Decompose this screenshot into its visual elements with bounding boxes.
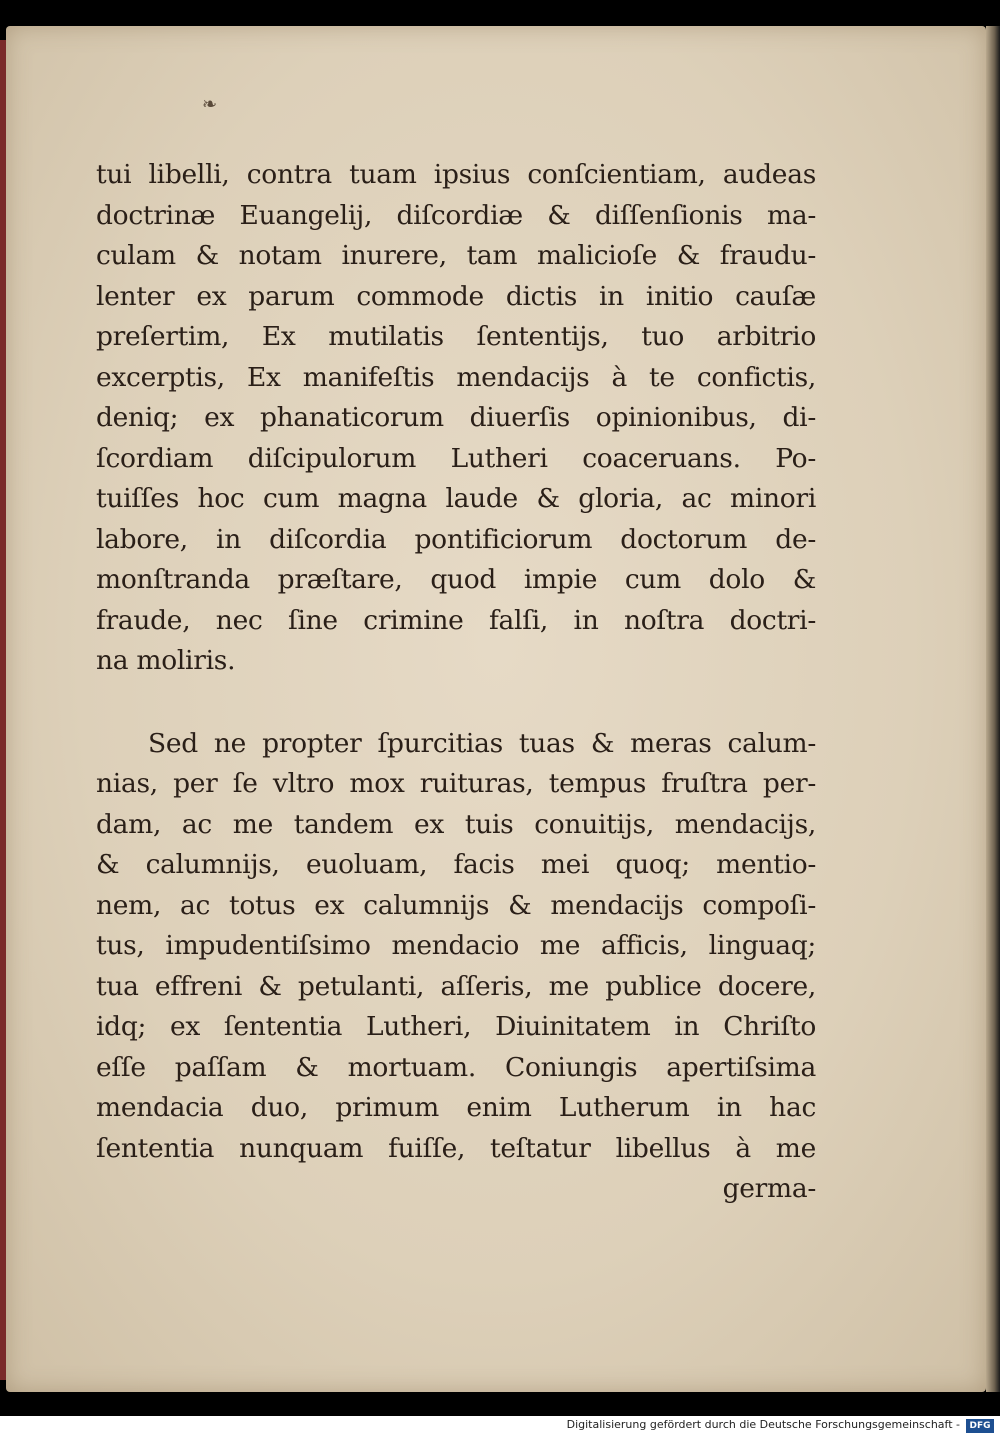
text-line: nem, ac totus ex calumnijs & mendacijs compoſi- — [96, 889, 816, 921]
catchword: germa- — [722, 1173, 816, 1204]
text-line: na moliris. — [96, 645, 236, 676]
text-line: culam & notam inurere, tam malicioſe & fraudu- — [96, 240, 816, 271]
text-line: idq; ex ſententia Lutheri, Diuinitatem in Chriſto — [96, 1011, 816, 1042]
paragraph-gap — [96, 682, 816, 724]
text-line: doctrinæ Euangelij, diſcordiæ & diſſenſionis ma- — [96, 199, 816, 231]
page-edge-shadow — [986, 26, 1000, 1392]
paragraph-1 — [96, 155, 816, 682]
text-line: tus, impudentiſsimo mendacio me afficis, linguaq; — [96, 930, 816, 961]
text-line: tua effreni & petulanti, aſſeris, me publice docere, — [96, 970, 816, 1002]
text-line: mendacia duo, primum enim Lutherum in hac — [96, 1092, 816, 1123]
text-line: deniq; ex phanaticorum diuerſis opinionibus, di- — [96, 402, 816, 433]
text-line: ſententia nunquam fuiſſe, teſtatur libellus à me — [96, 1132, 816, 1164]
text-line: lenter ex parum commode dictis in initio cauſæ — [96, 280, 816, 312]
page-text — [96, 155, 816, 1210]
text-line: excerptis, Ex manifeſtis mendacijs à te confictis, — [96, 361, 816, 393]
text-line: labore, in diſcordia pontificiorum doctorum de- — [96, 523, 816, 555]
text-line: preſertim, Ex mutilatis ſententijs, tuo arbitrio — [96, 321, 816, 352]
text-line: & calumnijs, euoluam, facis mei quoq; mentio- — [96, 849, 816, 880]
text-line: tui libelli, contra tuam ipsius conſcientiam, audeas — [96, 159, 816, 190]
text-line: Sed ne propter ſpurcitias tuas & meras calum- — [148, 727, 816, 759]
text-line: nias, per ſe vltro mox ruituras, tempus fruſtra per- — [96, 768, 816, 799]
text-line: eſſe paſſam & mortuam. Coniungis apertiſsima — [96, 1051, 816, 1083]
text-line: monſtranda præſtare, quod impie cum dolo & — [96, 564, 816, 595]
funding-credit: Digitalisierung gefördert durch die Deutsche Forschungsgemeinschaft - — [566, 1418, 960, 1431]
dfg-logo[interactable]: DFG — [966, 1419, 994, 1433]
footer-bar — [0, 1416, 1000, 1437]
ink-blot-icon: ❧ — [202, 94, 218, 115]
text-line: fraude, nec ſine crimine falſi, in noſtra doctri- — [96, 604, 816, 636]
text-line: tuiſſes hoc cum magna laude & gloria, ac minori — [96, 483, 816, 514]
paragraph-2 — [96, 724, 816, 1170]
text-line: dam, ac me tandem ex tuis conuitijs, mendacijs, — [96, 808, 816, 840]
text-line: ſcordiam diſcipulorum Lutheri coaceruans. Po- — [96, 442, 816, 474]
